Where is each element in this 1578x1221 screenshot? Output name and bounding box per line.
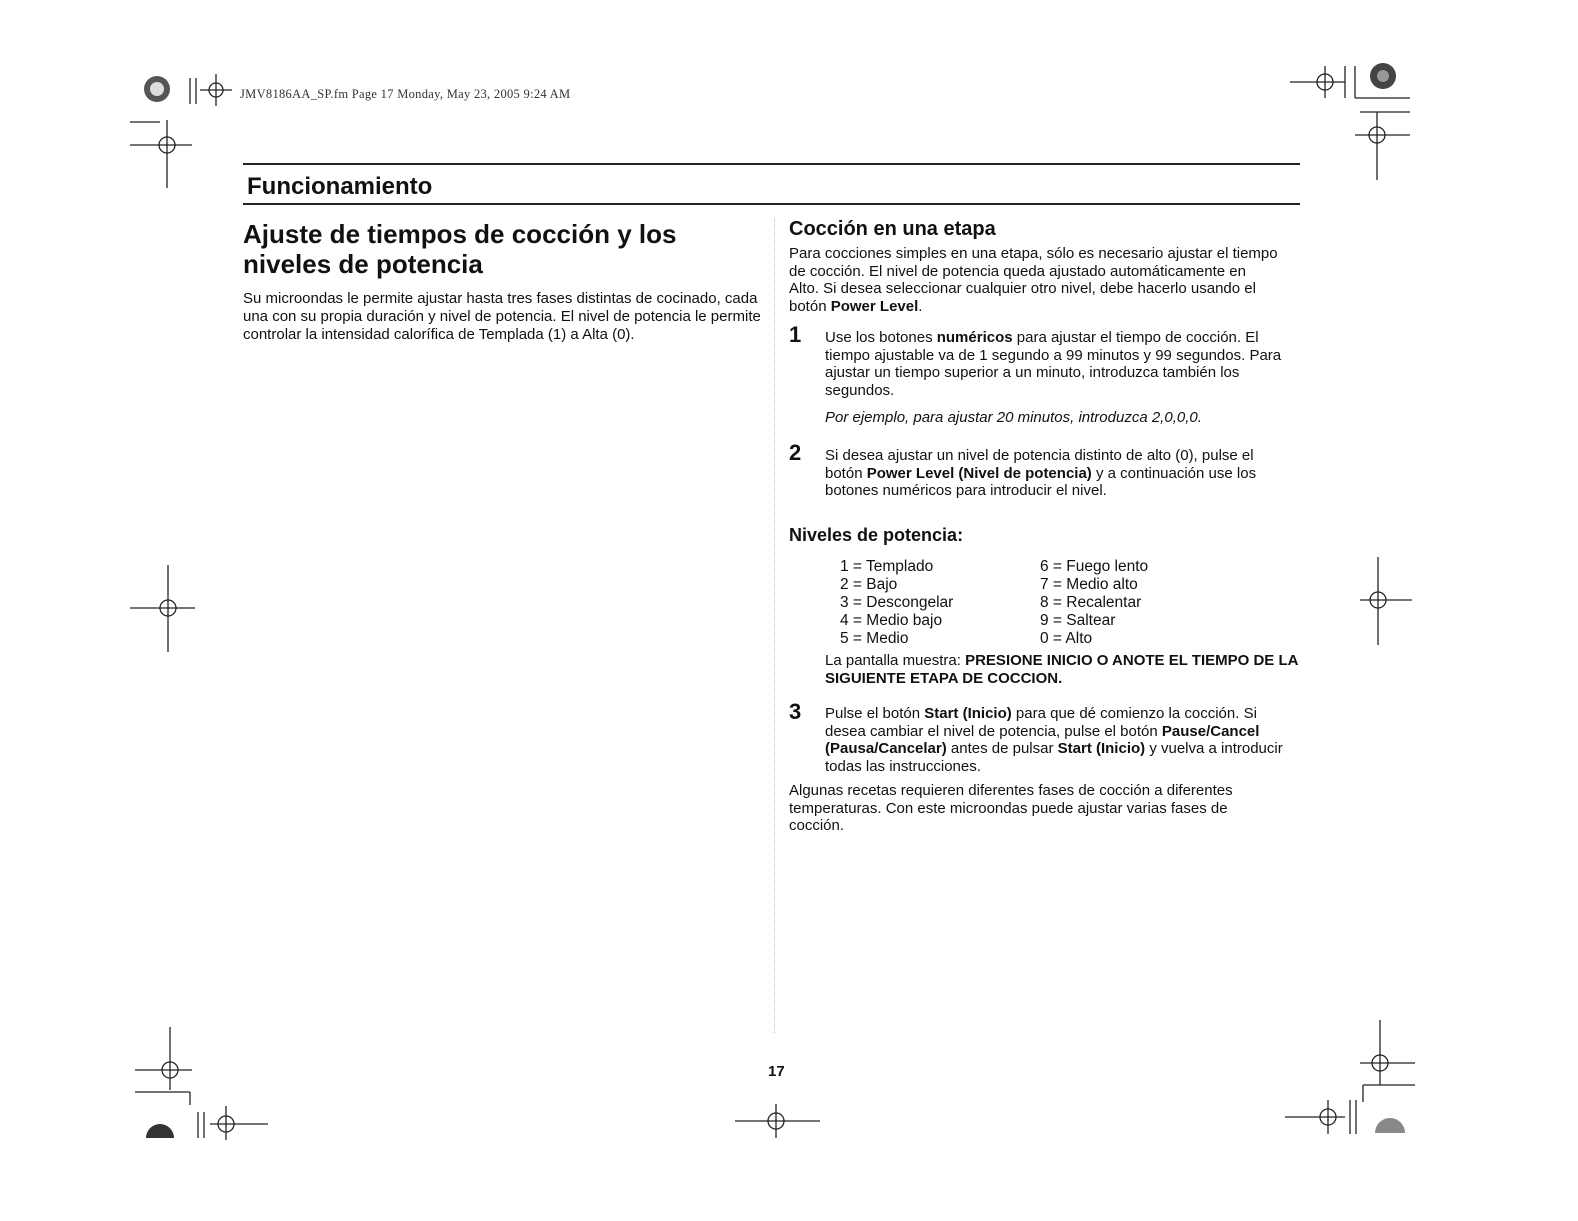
step-3-text: Pulse el botón Start (Inicio) para que dé comienzo la cocción. Si desea cambiar el nivel de potencia, pulse el botón Pause/Cancel (Pausa/Cancelar) antes de pulsar Start (Inicio) y vuelva a introducir todas las instrucciones.: [825, 705, 1283, 775]
power-level-item: 8 = Recalentar: [1040, 594, 1142, 611]
power-level-term: Power Level: [830, 297, 919, 315]
column-divider: [774, 218, 775, 1033]
closing-paragraph: Algunas recetas requieren diferentes fases de cocción a diferentes temperaturas. Con este microondas puede ajustar varias fases de cocción.: [789, 782, 1233, 834]
power-levels-left-column: [840, 558, 953, 648]
step-1-text: Use los botones numéricos para ajustar el tiempo de cocción. El tiempo ajustable va de 1 segundo a 99 minutos y 99 segundos. Para ajustar un tiempo superior a un minuto, introduzca también los segundos.: [825, 329, 1282, 399]
single-stage-intro: Para cocciones simples en una etapa, sólo es necesario ajustar el tiempo de cocción. El nivel de potencia queda ajustado automáticamente en Alto. Si desea seleccionar cualquier otro nivel, debe hacerlo usando el botón Power Level.: [789, 245, 1278, 315]
step-number-2: 2: [789, 440, 802, 465]
power-level-item: 1 = Templado: [840, 558, 934, 575]
crosshair-icon: [1285, 1100, 1345, 1134]
crosshair-icon: [1355, 112, 1410, 180]
step-1-example: Por ejemplo, para ajustar 20 minutos, introduzca 2,0,0,0.: [825, 409, 1202, 426]
power-level-item: 0 = Alto: [1040, 630, 1093, 647]
section-title: Funcionamiento: [247, 173, 433, 200]
starburst-icon: [146, 1124, 174, 1138]
crosshair-icon: [200, 74, 232, 106]
power-level-item: 9 = Saltear: [1040, 612, 1116, 629]
power-level-item: 3 = Descongelar: [840, 594, 954, 611]
main-heading: Ajuste de tiempos de cocción y los niveles de potencia: [243, 219, 677, 279]
starburst-icon: [1375, 1118, 1405, 1133]
power-level-item: 5 = Medio: [840, 630, 909, 647]
power-level-item: 2 = Bajo: [840, 576, 898, 593]
crosshair-icon: [130, 565, 195, 652]
crosshair-icon: [130, 120, 192, 188]
starburst-icon: [144, 76, 170, 102]
power-levels-right-column: [1040, 558, 1148, 648]
step-number-1: 1: [789, 322, 802, 347]
section-underline: [243, 203, 1300, 205]
step-number-3: 3: [789, 699, 802, 724]
top-rule: [243, 163, 1300, 165]
page-number: 17: [768, 1063, 785, 1080]
power-level-item: 6 = Fuego lento: [1040, 558, 1149, 575]
power-level-item: 4 = Medio bajo: [840, 612, 943, 629]
single-stage-heading: Cocción en una etapa: [789, 218, 996, 240]
crosshair-icon: [210, 1106, 268, 1140]
crosshair-icon: [1360, 557, 1412, 645]
starburst-icon: [1370, 63, 1396, 89]
crosshair-icon: [1360, 1020, 1415, 1085]
crosshair-icon: [735, 1104, 820, 1138]
power-level-item: 7 = Medio alto: [1040, 576, 1138, 593]
power-levels-heading: Niveles de potencia:: [789, 525, 964, 545]
crosshair-icon: [135, 1027, 192, 1090]
display-message: La pantalla muestra: PRESIONE INICIO O ANOTE EL TIEMPO DE LA SIGUIENTE ETAPA DE COCCION.: [825, 652, 1298, 687]
step-2-text: Si desea ajustar un nivel de potencia distinto de alto (0), pulse el botón Power Level (Nivel de potencia) y a continuación use los botones numéricos para introducir el nivel.: [825, 447, 1257, 499]
file-info-header: JMV8186AA_SP.fm Page 17 Monday, May 23, 2005 9:24 AM: [240, 87, 571, 101]
left-intro-paragraph: Su microondas le permite ajustar hasta tres fases distintas de cocinado, cada una con su propia duración y nivel de potencia. El nivel de potencia le permite controlar la intensidad calorífica de Templada (1) a Alta (0).: [243, 290, 761, 343]
crosshair-icon: [1290, 66, 1345, 98]
